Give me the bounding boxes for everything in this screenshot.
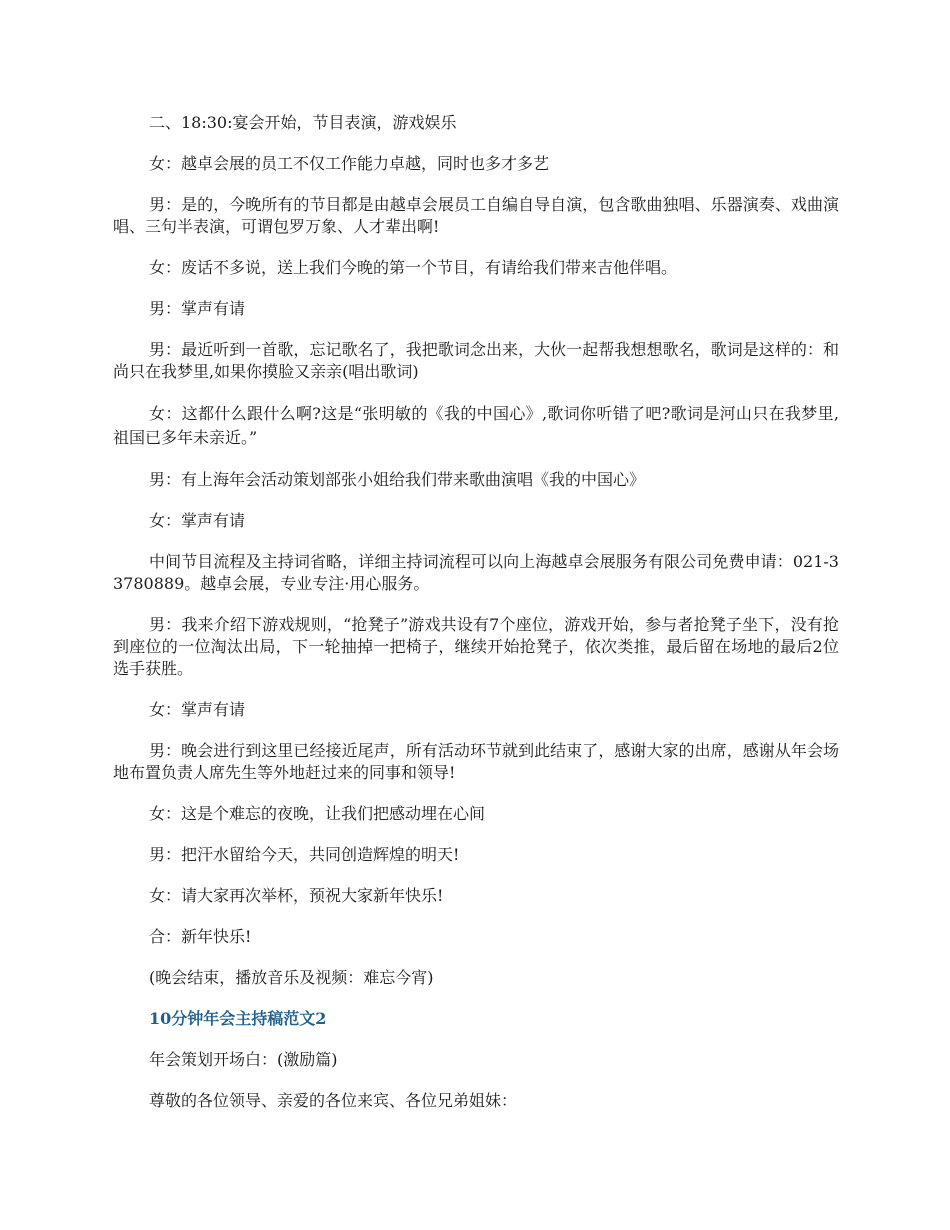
paragraph-female-5: 女：掌声有请 [149, 700, 246, 719]
paragraph-ending: (晚会结束，播放音乐及视频：难忘今宵) [149, 968, 434, 987]
paragraph-female-2: 女：废话不多说，送上我们今晚的第一个节目，有请给我们带来吉他伴唱。 [149, 258, 678, 277]
paragraph-male-5: 男：晚会进行到这里已经接近尾声，所有活动环节就到此结束了，感谢大家的出席，感谢从年会场地布置负责人席先生等外地赶过来的同事和领导! [113, 741, 839, 782]
paragraph-female-6: 女：这是个难忘的夜晚，让我们把感动埋在心间 [149, 804, 486, 823]
document-page [113, 112, 839, 1131]
paragraph-female-3: 女：这都什么跟什么啊?这是“张明敏的《我的中国心》,歌词你听错了吧?歌词是河山只在我梦里,祖国已多年未亲近。” [113, 404, 839, 447]
paragraph-section-two: 二、18:30:宴会开始，节目表演，游戏娱乐 [149, 113, 457, 132]
paragraph-female-7: 女：请大家再次举杯，预祝大家新年快乐! [149, 886, 444, 905]
paragraph-note: 中间节目流程及主持词省略，详细主持词流程可以向上海越卓会展服务有限公司免费申请：021-33780889。越卓会展，专业专注·用心服务。 [113, 552, 839, 593]
paragraph-male-1: 男：是的，今晚所有的节目都是由越卓会展员工自编自导自演，包含歌曲独唱、乐器演奏、戏曲演唱、三句半表演，可谓包罗万象、人才辈出啊! [113, 195, 839, 236]
paragraph-opening-title: 年会策划开场白：(激励篇) [149, 1050, 338, 1069]
paragraph-female-4: 女：掌声有请 [149, 511, 246, 530]
paragraph-female-1: 女：越卓会展的员工不仅工作能力卓越，同时也多才多艺 [149, 154, 550, 173]
paragraph-together: 合：新年快乐! [149, 927, 252, 946]
paragraph-male-2: 男：掌声有请 [149, 299, 246, 318]
paragraph-game-rules: 男：我来介绍下游戏规则，“抢凳子”游戏共设有7个座位，游戏开始，参与者抢凳子坐下，没有抢到座位的一位淘汰出局，下一轮抽掉一把椅子，继续开始抢凳子，依次类推，最后留在场地的最后2位选手获胜。 [113, 615, 839, 678]
paragraph-male-6: 男：把汗水留给今天，共同创造辉煌的明天! [149, 845, 460, 864]
paragraph-male-3: 男：最近听到一首歌，忘记歌名了，我把歌词念出来，大伙一起帮我想想歌名，歌词是这样的：和尚只在我梦里,如果你摸脸又亲亲(唱出歌词) [113, 340, 839, 381]
paragraph-male-4: 男：有上海年会活动策划部张小姐给我们带来歌曲演唱《我的中国心》 [149, 470, 646, 489]
paragraph-greeting: 尊敬的各位领导、亲爱的各位来宾、各位兄弟姐妹： [149, 1091, 518, 1110]
section-heading: 10分钟年会主持稿范文2 [149, 1009, 327, 1028]
